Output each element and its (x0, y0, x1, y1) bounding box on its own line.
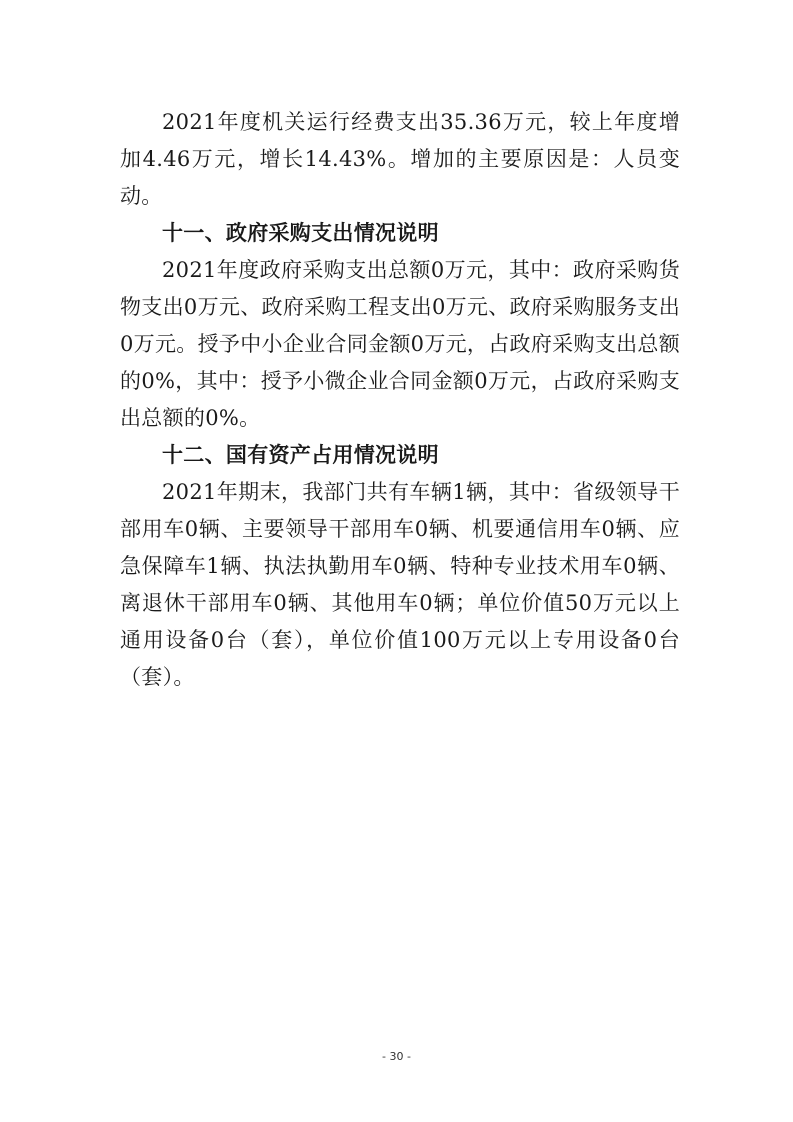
section-heading-government-procurement: 十一、政府采购支出情况说明 (162, 221, 439, 245)
paragraph-government-procurement: 2021年度政府采购支出总额0万元，其中：政府采购货物支出0万元、政府采购工程支出0万元、政府采购服务支出0万元。授予中小企业合同金额0万元，占政府采购支出总额的0%，其中：授予小微企业合同金额0万元，占政府采购支出总额的0%。 (120, 258, 680, 430)
section-heading-state-assets: 十二、国有资产占用情况说明 (162, 443, 439, 467)
page-number: - 30 - (382, 1050, 411, 1063)
paragraph-state-assets: 2021年期末，我部门共有车辆1辆，其中：省级领导干部用车0辆、主要领导干部用车0辆、机要通信用车0辆、应急保障车1辆、执法执勤用车0辆、特种专业技术用车0辆、离退休干部用车0辆、其他用车0辆；单位价值50万元以上通用设备0台（套），单位价值100万元以上专用设备0台（套）。 (120, 480, 680, 689)
paragraph-operating-expenses: 2021年度机关运行经费支出35.36万元，较上年度增加4.46万元，增长14.43%。增加的主要原因是：人员变动。 (120, 110, 680, 208)
document-body (120, 104, 680, 696)
